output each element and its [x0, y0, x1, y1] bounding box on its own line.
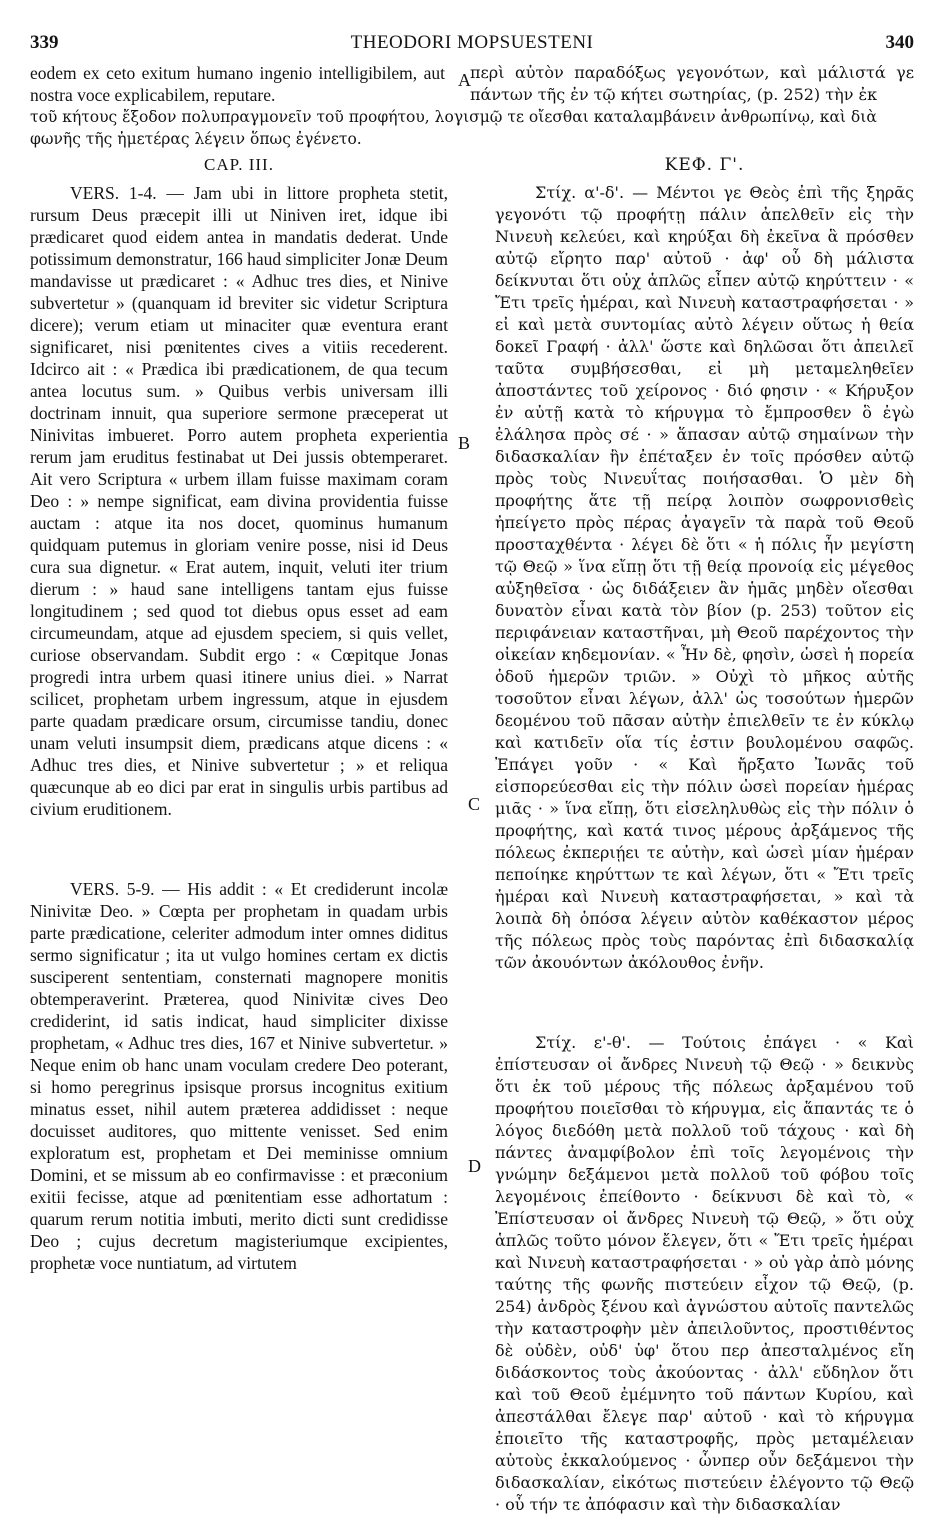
latin-paragraph-1: VERS. 1-4. — Jam ubi in littore propheta stetit, rursum Deus præcepit illi ut Niniven iret, idque ibi prædicaret quod eidem antea in mandatis dederat. Unde potissimum demonstratur, 166 haud simpliciter Jonæ Deum mandavisse ut prædicaret : « Adhuc tres dies, et Ninive subvertetur » (quanquam id breviter sic videtur Scriptura dicere); verum etiam ut minaciter quæ eventura erant significaret, nisi pœnitentes cives a vitiis recederent. Idcirco ait : « Prædica ibi prædicationem, de qua tecum antea locutus sum. » Quibus verbis universam illi doctrinam innuit, qua superiore sermone præceperat ut Ninivitas imbueret. Porro autem propheta experientia rerum jam eruditus festinabat ut Dei jussis obtemperaret. Ait vero Scriptura « urbem illam fuisse maximam coram Deo : » nempe significat, eam divina providentia fuisse auctam : atque ita nos docet, quominus humanum quidquam putemus in gloriam venire posse, nisi id Deus cura sua dignetur. « Erat autem, inquit, veluti iter trium dierum : » haud sane intelligens tantam ejus fuisse longitudinem ; sed quod tot diebus opus esset ad eam circumeundam, atque ad ejusdem speciem, si quis vellet, curiose observandam. Subdit ergo : « Cœpitque Jonas progredi intra urbem quasi itinere unius diei. » Narrat scilicet, prophetam urbem ingressum, atque in ejusdem parte quadam prædicare orsum, circumisse tandiu, donec unam veluti insumpsit diem, prædicans atque dicens : « Adhuc tres dies, et Ninive subvertetur ; » et reliqua quæcunque ab eo dici par erat in singulis urbis partibus ad civium eruditionem.: [30, 183, 448, 819]
intro-greek-full: τοῦ κήτους ἔξοδον πολυπραγμονεῖν τοῦ προφήτου, λογισμῷ τε οἴεσθαι καταλαμβάνειν ἀνθρωπίνῳ, καὶ διὰ φωνῆς τῆς ἡμετέρας λέγειν ὅπως ἐγένετο.: [30, 108, 877, 148]
intro-greek-right: περὶ αὐτὸν παραδόξως γεγονότων, καὶ μάλιστά γε πάντων τῆς ἐν τῷ κήτει σωτηρίας, (p. 252) τὴν ἐκ: [470, 63, 914, 104]
margin-letter-a: A: [458, 70, 471, 90]
page-number-left: 339: [30, 32, 59, 53]
greek-paragraph-2: Στίχ. ε'-θ'. — Τούτοις ἐπάγει · « Καὶ ἐπίστευσαν οἱ ἄνδρες Νινευὴ τῷ Θεῷ · » δεικνὺς ὅτι ἐκ τοῦ μέρους τῆς πόλεως ἀρξαμένου τοῦ προφήτου ποιεῖσθαι τὸ κήρυγμα, εἰς ἅπαντάς τε ὁ λόγος διεδόθη μετὰ πολλοῦ τοῦ τάχους · καὶ δὴ πάντες ἀναμφίβολον ἐπὶ τοῖς λεγομένοις τὴν γνώμην δεξάμενοι μετὰ πολλοῦ τοῦ φόβου τοῖς λεγομένοις ἐπείθοντο · δείκνυσι δὲ καὶ τὸ, « Ἐπίστευσαν οἱ ἄνδρες Νινευὴ τῷ Θεῷ, » ὅτι οὐχ ἁπλῶς τοῦτο μόνον ἔλεγεν, ὅτι « Ἔτι τρεῖς ἡμέραι καὶ Νινευὴ καταστραφήσεται · » οὐ γὰρ ἀπὸ μόνης ταύτης τῆς φωνῆς πιστεύειν εἶχον τῷ Θεῷ, (p. 254) ἀνδρὸς ξένου καὶ ἀγνώστου αὐτοῖς παντελῶς τὴν καταστροφὴν μὲν ἀπειλοῦντος, προστιθέντος δὲ οὐδὲν, οὐδ' ὑφ' ὅτου περ ἀπεσταλμένος εἴη διδάσκοντος τοὺς ἀκούοντας · ἀλλ' εὔδηλον ὅτι καὶ τοῦ Θεοῦ ἐμέμνητο τοῦ πάντων Κυρίου, καὶ ἀπεστάλθαι ἔλεγε παρ' αὐτοῦ · καὶ τὸ κήρυγμα ἐποιεῖτο τῆς καταστροφῆς, πρὸς μεταμέλειαν αὐτοὺς ἐκκαλούμενος · ὧνπερ οὖν δεξάμενοι τὴν διδασκαλίαν, εἰκότως πιστεύειν ἐλέγοντο τῷ Θεῷ · οὗ τήν τε ἀπόφασιν καὶ τὴν διδασκαλίαν: [495, 1033, 914, 1514]
page: [30, 28, 914, 1528]
latin-paragraph-2: VERS. 5-9. — His addit : « Et crediderunt incolæ Ninivitæ Deo. » Cœpta per prophetam in quadam urbis parte prædicatione, celeriter admodum inter omnes diditus sermo significatur ; ita ut vulgo homines certam ex dictis susciperent sententiam, consternati magnopere monitis obtemperaverint. Præterea, quod Ninivitæ cives Deo crediderint, id satis indicat, haud simpliciter dixisse prophetam, « Adhuc tres dies, 167 et Ninive subvertetur. » Neque enim ob hanc unam voculam credere Deo poterant, si homo peregrinus ipsisque prorsus incognitus exitium minatus esset, nihil autem præterea addidisset : neque docuisset auditores, quo mittente venisset. Sed enim exploratum est, prophetam et Dei meminisse omnium Domini, et se missum ab eo confirmavisse : et præconium exitii fecisse, atque ad pœnitentiam esse adhortatum : quarum rerum notitia imbuti, merito dicti sunt credidisse Deo ; cujus decretum magisteriumque excipientes, prophetæ voce nuntiatum, ad virtutem: [30, 879, 448, 1273]
running-title: THEODORI MOPSUESTENI: [350, 32, 594, 53]
greek-paragraph-1: Στίχ. α'-δ'. — Μέντοι γε Θεὸς ἐπὶ τῆς ξηρᾶς γεγονότι τῷ προφήτῃ πάλιν ἀπελθεῖν εἰς τὴν Νινευὴ κελεύει, καὶ κηρύξαι δὴ ἐκεῖνα ἃ πρόσθεν αὐτῷ εἴρητο παρ' αὐτοῦ · ἀφ' οὗ δὴ μάλιστα δείκνυται ὅτι οὐχ ἁπλῶς εἶπεν αὐτῷ κηρύττειν · « Ἔτι τρεῖς ἡμέραι, καὶ Νινευὴ καταστραφήσεται · » εἰ καὶ μετὰ συντομίας αὐτὸ λέγειν οὕτως ἡ θεία δοκεῖ Γραφή · ἀλλ' ὥστε καὶ δηλῶσαι ὅτι ἀπειλεῖ ταῦτα συμβήσεσθαι, εἰ μὴ μεταμεληθεῖεν ἀποστάντες τοῦ χείρονος · διό φησιν · « Κήρυξον ἐν αὐτῇ κατὰ τὸ κήρυγμα τὸ ἔμπροσθεν ὃ ἐγὼ ἐλάλησα πρὸς σέ · » ἅπασαν αὐτῷ σημαίνων τὴν διδασκαλίαν ἣν ἐπέταξεν ἐν τοῖς πρόσθεν αὐτῷ πρὸς τοὺς Νινευΐτας ποιήσασθαι. Ὁ μὲν δὴ προφήτης ἅτε τῇ πείρᾳ λοιπὸν σωφρονισθεὶς ἠπείγετο πρὸς πέρας ἀγαγεῖν τὰ παρὰ τοῦ Θεοῦ προσταχθέντα · λέγει δὲ ὅτι « ἡ πόλις ἦν μεγίστη τῷ Θεῷ » ἵνα εἴπῃ ὅτι τῇ θείᾳ προνοίᾳ εἰς μέγεθος αὐξηθεῖσα · ὡς διδάξειεν ἂν ἡμᾶς μηδὲν οἴεσθαι δυνατὸν εἶναι κατὰ τὸν βίον (p. 253) τοῦτον εἰς περιφάνειαν καταστῆναι, μὴ Θεοῦ παρέχοντος τὴν οἰκείαν κηδεμονίαν. « Ἦν δὲ, φησὶν, ὡσεὶ ἡ πορεία ὁδοῦ ἡμερῶν τριῶν. » Οὐχὶ τὸ μῆκος αὐτῆς τοσοῦτον εἶναι λέγων, ἀλλ' ὡς τοσούτων ἡμερῶν δεομένου τοῦ πᾶσαν αὐτὴν ἐπιελθεῖν τε ἐν κύκλῳ καὶ κατιδεῖν οἵα τίς ἐστιν βουλομένου σαφῶς. Ἐπάγει γοῦν · « Καὶ ἤρξατο Ἰωνᾶς τοῦ εἰσπορεύεσθαι εἰς τὴν πόλιν ὡσεὶ πορείαν ἡμέρας μιᾶς · » ἵνα εἴπῃ, ὅτι εἰσεληλυθὼς εἰς τὴν πόλιν ὁ προφήτης, καὶ κατά τινος μέρους ἀρξάμενος τῆς πόλεως ἐκπεριῄει τε αὐτὴν, καὶ ὡσεὶ μίαν ἡμέραν πεποίηκε κηρύττων τε καὶ λέγων, ὅτι « Ἔτι τρεῖς ἡμέραι καὶ Νινευὴ καταστραφήσεται, » καὶ τὰ λοιπὰ δὴ ὁπόσα λέγειν αὐτὸν καθέκαστον μέρος τῆς πόλεως πρὸς τοὺς παρόντας ἐπὶ διδασκαλίᾳ τῶν ἀκουόντων ἀκόλουθος ἐνῆν.: [495, 183, 914, 972]
margin-letter-b: B: [458, 433, 471, 453]
greek-column: [495, 154, 914, 1516]
page-header: [30, 28, 914, 58]
chapter-heading-greek: ΚΕΦ. Γ'.: [664, 155, 745, 175]
latin-column: [30, 154, 448, 1274]
margin-letter-c: C: [468, 794, 481, 814]
chapter-heading-latin: CAP. III.: [204, 155, 274, 174]
page-number-right: 340: [885, 32, 914, 53]
margin-letter-d: D: [468, 1156, 481, 1176]
intro-latin: eodem ex ceto exitum humano ingenio intelligibilem, aut nostra voce explicabilem, reputare.: [30, 63, 445, 105]
